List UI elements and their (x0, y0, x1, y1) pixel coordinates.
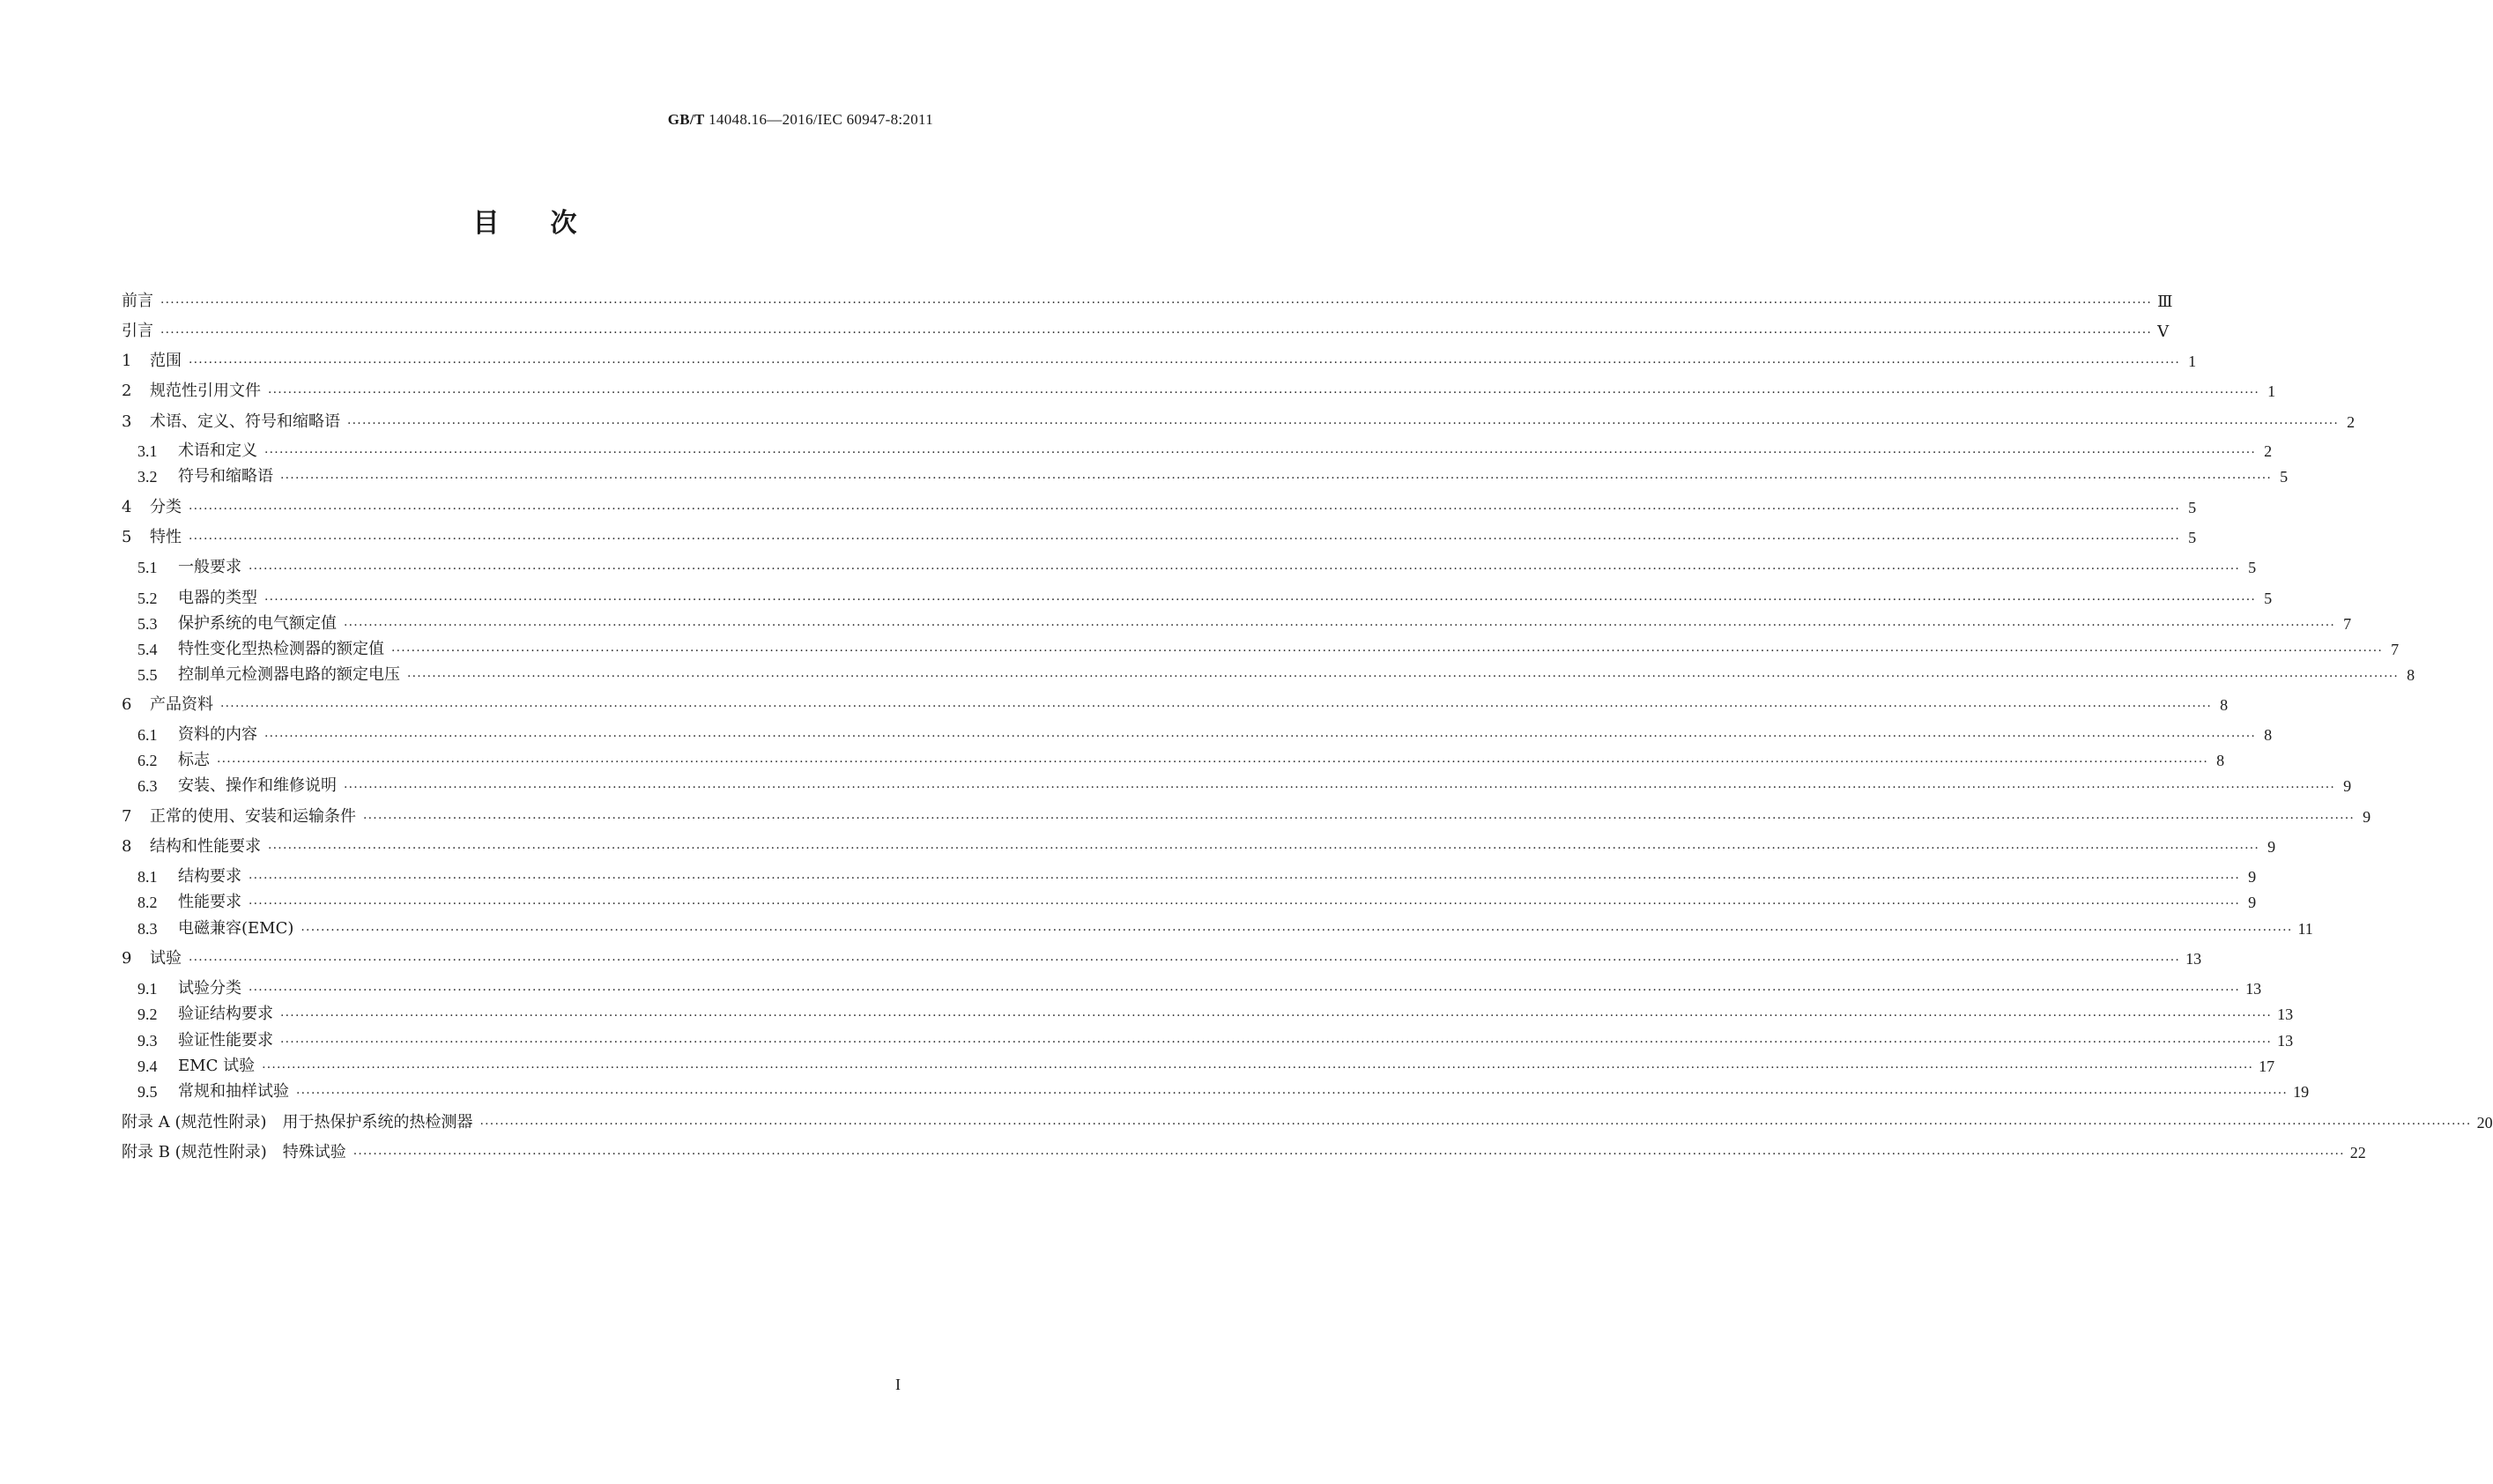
toc-entry-number: 9.1 (137, 980, 158, 998)
toc-entry-page: 7 (2343, 615, 2352, 633)
toc-entry-page: 1 (2188, 352, 2197, 370)
toc-entry[interactable] (122, 1054, 2275, 1079)
toc-entry-number: 9.4 (137, 1057, 158, 1075)
toc-entry-title: 前言 (122, 292, 153, 310)
toc-entry[interactable] (122, 1140, 2366, 1165)
toc-entry-title: 试验 (150, 949, 182, 968)
toc-entry-page: 8 (2264, 726, 2273, 744)
toc-entry-page: 8 (2407, 666, 2415, 684)
toc-dot-leader: ················································································································································································································································································································································································································ (249, 983, 2241, 998)
toc-entry-title: 规范性引用文件 (150, 382, 261, 400)
toc-entry-number: 4 (122, 498, 132, 516)
toc-entry-title: 一般要求 (178, 558, 241, 576)
toc-entry-number: 3 (122, 412, 132, 431)
toc-entry-title: 保护系统的电气额定值 (178, 614, 337, 633)
toc-entry-page: 1 (2267, 382, 2276, 400)
toc-entry-title: 控制单元检测器电路的额定电压 (178, 665, 400, 684)
toc-entry-number: 7 (122, 807, 132, 826)
toc-entry-number: 9.3 (137, 1032, 158, 1050)
toc-entry-page: 13 (2245, 980, 2262, 998)
toc-dot-leader: ················································································································································································································································································································································································································ (220, 700, 2213, 714)
toc-entry-page: 9 (2248, 894, 2257, 911)
toc-entry[interactable] (122, 916, 2313, 941)
toc-dot-leader: ················································································································································································································································································································································································································ (296, 1087, 2289, 1101)
toc-entry[interactable] (122, 439, 2273, 464)
toc-entry-title: 术语和定义 (178, 441, 257, 460)
toc-entry-page: 8 (2216, 752, 2225, 769)
toc-dot-leader: ················································································································································································································································································································································································································ (249, 897, 2241, 911)
toc-entry[interactable] (122, 976, 2262, 1001)
toc-entry[interactable] (122, 946, 2202, 971)
toc-entry-page: 19 (2293, 1083, 2310, 1101)
toc-entry-title: 特性 (150, 528, 182, 546)
toc-entry-number: 5 (122, 528, 132, 546)
toc-entry-title: 验证结构要求 (178, 1005, 273, 1023)
toc-entry-number: 5.4 (137, 641, 158, 658)
toc-entry-page: 2 (2264, 442, 2273, 460)
toc-entry-page: 5 (2264, 590, 2273, 607)
toc-entry-title: 附录 A (规范性附录) 用于热保护系统的热检测器 (122, 1113, 473, 1132)
toc-entry-title: 符号和缩略语 (178, 467, 273, 486)
toc-dot-leader: ················································································································································································································································································································································································································ (363, 812, 2356, 826)
toc-entry-number: 8.3 (137, 920, 158, 938)
toc-entry-page: 7 (2391, 641, 2400, 658)
toc-entry-page: 5 (2188, 529, 2197, 546)
toc-entry-number: 6.1 (137, 726, 158, 744)
toc-entry[interactable] (122, 555, 2257, 580)
toc-entry-number: 1 (122, 352, 132, 370)
toc-entry[interactable] (122, 1028, 2294, 1053)
toc-entry-page: 17 (2259, 1057, 2275, 1075)
toc-entry-page: 5 (2248, 559, 2257, 576)
toc-dot-leader: ················································································································································································································································································································································································································ (280, 1035, 2273, 1050)
page-title: 目次 (472, 208, 628, 239)
toc-entry[interactable] (122, 805, 2371, 829)
toc-entry[interactable] (122, 349, 2197, 374)
toc-entry-title: 电磁兼容(EMC) (178, 919, 294, 938)
toc-entry-title: 正常的使用、安装和运输条件 (150, 807, 356, 826)
toc-entry-title: 附录 B (规范性附录) 特殊试验 (122, 1143, 346, 1161)
toc-dot-leader: ················································································································································································································································································································································································································ (268, 386, 2260, 400)
toc-dot-leader: ················································································································································································································································································································································································································ (344, 781, 2336, 795)
toc-dot-leader: ················································································································································································································································································································································································································ (268, 842, 2260, 856)
toc-entry-page: 9 (2363, 808, 2371, 826)
toc-entry-page: Ⅴ (2157, 323, 2170, 340)
toc-entry-title: 试验分类 (178, 979, 241, 998)
toc-entry-title: 引言 (122, 322, 153, 340)
toc-entry-number: 6 (122, 695, 132, 714)
document-code-header (668, 111, 933, 129)
toc-entry[interactable] (122, 525, 2197, 550)
document-code-rest: 14048.16—2016/IEC 60947-8:2011 (704, 111, 933, 128)
toc-entry[interactable] (122, 464, 2289, 489)
toc-entry-page: 8 (2220, 696, 2229, 714)
toc-entry-page: 13 (2277, 1032, 2294, 1050)
toc-dot-leader: ················································································································································································································································································································································································································ (300, 924, 2293, 938)
toc-entry[interactable] (122, 864, 2257, 889)
toc-entry-page: 5 (2188, 499, 2197, 516)
toc-entry-page: 5 (2280, 468, 2289, 486)
toc-entry-title: 结构和性能要求 (150, 837, 261, 856)
toc-entry-page: 2 (2347, 413, 2356, 431)
toc-entry-title: 术语、定义、符号和缩略语 (150, 412, 340, 431)
toc-dot-leader: ················································································································································································································································································································································································································ (352, 1147, 2345, 1161)
toc-entry[interactable] (122, 1110, 2493, 1135)
toc-dot-leader: ················································································································································································································································································································································································································ (189, 502, 2181, 516)
toc-entry-number: 6.2 (137, 752, 158, 769)
page-number: I (895, 1376, 901, 1393)
toc-entry-title: 特性变化型热检测器的额定值 (178, 640, 384, 658)
toc-dot-leader: ················································································································································································································································································································································································································ (479, 1117, 2472, 1132)
toc-entry-number: 5.3 (137, 615, 158, 633)
toc-entry[interactable] (122, 693, 2229, 717)
toc-entry[interactable] (122, 835, 2276, 859)
toc-dot-leader: ················································································································································································································································································································································································································ (347, 417, 2340, 431)
toc-entry[interactable] (122, 495, 2197, 520)
toc-entry[interactable] (122, 748, 2225, 773)
toc-entry-number: 9.5 (137, 1083, 158, 1101)
toc-entry-title: 常规和抽样试验 (178, 1082, 289, 1101)
toc-entry-title: EMC 试验 (178, 1057, 256, 1075)
toc-entry[interactable] (122, 663, 2415, 687)
toc-entry[interactable] (122, 319, 2170, 344)
toc-dot-leader: ················································································································································································································································································································································································································ (249, 872, 2241, 886)
toc-entry-number: 5.1 (137, 559, 158, 576)
toc-dot-leader: ················································································································································································································································································································································································································ (264, 730, 2257, 744)
toc-entry-page: 11 (2297, 920, 2313, 938)
toc-dot-leader: ················································································································································································································································································································································································································ (189, 532, 2181, 546)
toc-dot-leader: ················································································································································································································································································································································································································ (407, 670, 2400, 684)
toc-entry-page: 13 (2277, 1005, 2294, 1023)
toc-entry-number: 9 (122, 949, 132, 968)
toc-entry[interactable] (122, 774, 2352, 798)
toc-entry-page: 22 (2349, 1144, 2366, 1161)
toc-dot-leader: ················································································································································································································································································································································································································ (280, 471, 2273, 486)
toc-entry-title: 分类 (150, 498, 182, 516)
toc-dot-leader: ················································································································································································································································································································································································································ (160, 326, 2153, 340)
toc-entry[interactable] (122, 379, 2276, 404)
toc-entry-title: 范围 (150, 352, 182, 370)
toc-entry-title: 资料的内容 (178, 725, 257, 744)
toc-dot-leader: ················································································································································································································································································································································································································ (249, 562, 2241, 576)
toc-entry-title: 标志 (178, 751, 210, 769)
toc-entry[interactable] (122, 1002, 2294, 1027)
toc-entry-number: 3.2 (137, 468, 158, 486)
toc-entry[interactable] (122, 1080, 2310, 1104)
toc-entry-title: 验证性能要求 (178, 1031, 273, 1050)
toc-entry-page: Ⅲ (2157, 293, 2173, 310)
toc-entry[interactable] (122, 410, 2356, 434)
document-code-prefix: GB/T (667, 111, 705, 128)
toc-entry[interactable] (122, 612, 2352, 636)
toc-dot-leader: ················································································································································································································································································································································································································ (264, 446, 2257, 460)
toc-dot-leader: ················································································································································································································································································································································································································ (189, 356, 2181, 370)
toc-entry-title: 安装、操作和维修说明 (178, 776, 337, 795)
toc-entry[interactable] (122, 890, 2257, 915)
toc-dot-leader: ················································································································································································································································································································································································································ (262, 1061, 2254, 1075)
toc-entry-number: 8.2 (137, 894, 158, 911)
toc-entry-number: 6.3 (137, 777, 158, 795)
toc-dot-leader: ················································································································································································································································································································································································································ (344, 619, 2336, 633)
toc-entry-page: 9 (2343, 777, 2352, 795)
toc-entry-number: 8.1 (137, 868, 158, 886)
toc-entry-page: 9 (2248, 868, 2257, 886)
toc-dot-leader: ················································································································································································································································································································································································································ (217, 755, 2209, 769)
toc-entry-page: 9 (2267, 838, 2276, 856)
toc-entry-number: 8 (122, 837, 132, 856)
toc-entry-page: 13 (2185, 950, 2202, 968)
toc-dot-leader: ················································································································································································································································································································································································································ (391, 644, 2384, 658)
toc-entry[interactable] (122, 289, 2173, 314)
toc-dot-leader: ················································································································································································································································································································································································································ (160, 296, 2153, 310)
toc-entry-number: 5.2 (137, 590, 158, 607)
toc-entry-title: 电器的类型 (178, 589, 257, 607)
toc-dot-leader: ················································································································································································································································································································································································································ (264, 593, 2257, 607)
toc-entry-number: 5.5 (137, 666, 158, 684)
toc-entry[interactable] (122, 586, 2273, 611)
toc-entry-title: 结构要求 (178, 867, 241, 886)
toc-entry-number: 2 (122, 382, 132, 400)
toc-entry[interactable] (122, 723, 2273, 747)
toc-entry-title: 产品资料 (150, 695, 213, 714)
toc-dot-leader: ················································································································································································································································································································································································································ (189, 953, 2181, 968)
toc-entry-title: 性能要求 (178, 893, 241, 911)
toc-entry[interactable] (122, 637, 2400, 662)
toc-entry-number: 3.1 (137, 442, 158, 460)
toc-entry-page: 20 (2476, 1114, 2493, 1132)
toc-dot-leader: ················································································································································································································································································································································································································ (280, 1009, 2273, 1023)
toc-entry-number: 9.2 (137, 1005, 158, 1023)
